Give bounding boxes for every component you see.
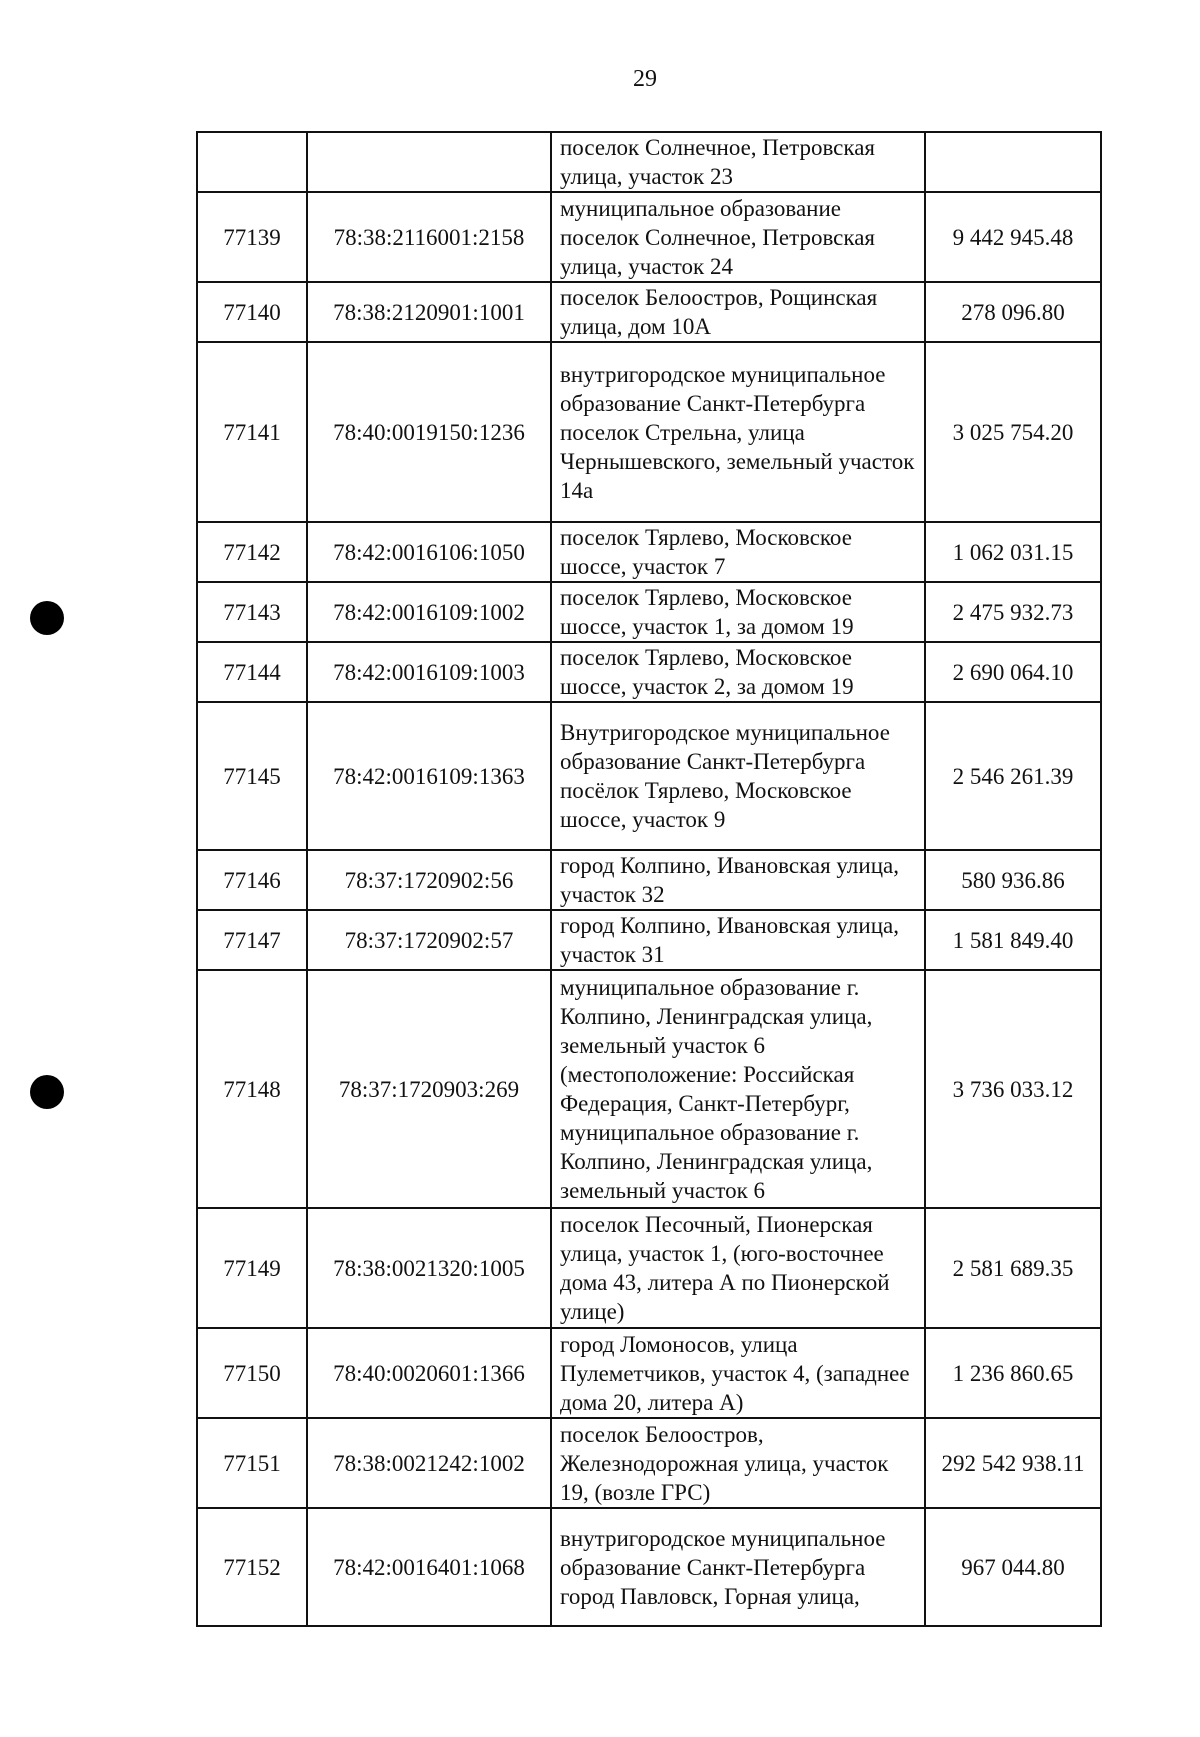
- cadastral-value: 278 096.80: [925, 282, 1101, 342]
- row-number: 77147: [197, 910, 307, 970]
- cadastral-value: 1 581 849.40: [925, 910, 1101, 970]
- cadastral-number: 78:37:1720902:57: [307, 910, 551, 970]
- row-number: 77149: [197, 1208, 307, 1328]
- cadastral-value: 3 736 033.12: [925, 970, 1101, 1208]
- cadastral-number: 78:42:0016109:1003: [307, 642, 551, 702]
- table-row: [197, 1208, 1101, 1328]
- plot-address: город Ломоносов, улица Пулеметчиков, участок 4, (западнее дома 20, литера А): [551, 1328, 925, 1418]
- cadastral-value: 9 442 945.48: [925, 192, 1101, 282]
- row-number: 77145: [197, 702, 307, 850]
- row-number: 77142: [197, 522, 307, 582]
- cadastral-value: [925, 132, 1101, 192]
- row-number: [197, 132, 307, 192]
- row-number: 77144: [197, 642, 307, 702]
- cadastral-number: 78:37:1720903:269: [307, 970, 551, 1208]
- table-row: [197, 642, 1101, 702]
- table-row: [197, 522, 1101, 582]
- cadastral-value: 967 044.80: [925, 1508, 1101, 1626]
- binder-hole-mark: [30, 1075, 64, 1109]
- plot-address: поселок Солнечное, Петровская улица, участок 23: [551, 132, 925, 192]
- cadastral-value: 1 062 031.15: [925, 522, 1101, 582]
- table-row: [197, 582, 1101, 642]
- table-row: [197, 1508, 1101, 1626]
- row-number: 77139: [197, 192, 307, 282]
- table-row: [197, 1418, 1101, 1508]
- plot-address: Внутригородское муниципальное образование Санкт-Петербурга посёлок Тярлево, Московское шоссе, участок 9: [551, 702, 925, 850]
- row-number: 77141: [197, 342, 307, 522]
- cadastral-number: 78:42:0016106:1050: [307, 522, 551, 582]
- cadastral-value: 2 475 932.73: [925, 582, 1101, 642]
- page-number: 29: [633, 66, 657, 92]
- cadastral-value: 1 236 860.65: [925, 1328, 1101, 1418]
- plot-address: поселок Тярлево, Московское шоссе, участок 1, за домом 19: [551, 582, 925, 642]
- cadastral-value: 2 690 064.10: [925, 642, 1101, 702]
- row-number: 77146: [197, 850, 307, 910]
- cadastral-value: 580 936.86: [925, 850, 1101, 910]
- cadastral-number: 78:40:0019150:1236: [307, 342, 551, 522]
- cadastral-number: 78:42:0016109:1363: [307, 702, 551, 850]
- plot-address: внутригородское муниципальное образование Санкт-Петербурга город Павловск, Горная улица,: [551, 1508, 925, 1626]
- plot-address: город Колпино, Ивановская улица, участок 31: [551, 910, 925, 970]
- cadastral-value: 292 542 938.11: [925, 1418, 1101, 1508]
- cadastral-number: 78:40:0020601:1366: [307, 1328, 551, 1418]
- cadastral-number: 78:38:0021242:1002: [307, 1418, 551, 1508]
- table-row: [197, 342, 1101, 522]
- table-row: [197, 850, 1101, 910]
- cadastral-number: 78:38:0021320:1005: [307, 1208, 551, 1328]
- plot-address: поселок Белоостров, Железнодорожная улица, участок 19, (возле ГРС): [551, 1418, 925, 1508]
- table-row: [197, 970, 1101, 1208]
- plot-address: муниципальное образование г. Колпино, Ленинградская улица, земельный участок 6 (местоположение: Российская Федерация, Санкт-Петербург, муниципальное образование г. Колпино, Ленинградская улица, земельный участок 6: [551, 970, 925, 1208]
- cadastral-number: [307, 132, 551, 192]
- cadastral-value: 2 581 689.35: [925, 1208, 1101, 1328]
- plot-address: поселок Песочный, Пионерская улица, участок 1, (юго-восточнее дома 43, литера А по Пионерской улице): [551, 1208, 925, 1328]
- table-row: [197, 702, 1101, 850]
- table-row: [197, 192, 1101, 282]
- cadastral-number: 78:37:1720902:56: [307, 850, 551, 910]
- plot-address: поселок Тярлево, Московское шоссе, участок 7: [551, 522, 925, 582]
- cadastral-value: 2 546 261.39: [925, 702, 1101, 850]
- table-row: [197, 910, 1101, 970]
- row-number: 77148: [197, 970, 307, 1208]
- cadastral-value: 3 025 754.20: [925, 342, 1101, 522]
- row-number: 77152: [197, 1508, 307, 1626]
- plot-address: муниципальное образование поселок Солнечное, Петровская улица, участок 24: [551, 192, 925, 282]
- cadastral-number: 78:42:0016109:1002: [307, 582, 551, 642]
- binder-hole-mark: [30, 601, 64, 635]
- plot-address: поселок Белоостров, Рощинская улица, дом 10А: [551, 282, 925, 342]
- cadastral-number: 78:38:2120901:1001: [307, 282, 551, 342]
- row-number: 77151: [197, 1418, 307, 1508]
- cadastral-number: 78:42:0016401:1068: [307, 1508, 551, 1626]
- plot-address: внутригородское муниципальное образование Санкт-Петербурга поселок Стрельна, улица Чернышевского, земельный участок 14а: [551, 342, 925, 522]
- row-number: 77150: [197, 1328, 307, 1418]
- row-number: 77143: [197, 582, 307, 642]
- table-row: [197, 1328, 1101, 1418]
- table-row: [197, 282, 1101, 342]
- cadastral-number: 78:38:2116001:2158: [307, 192, 551, 282]
- plot-address: город Колпино, Ивановская улица, участок 32: [551, 850, 925, 910]
- land-plot-table: [196, 131, 1102, 1627]
- row-number: 77140: [197, 282, 307, 342]
- plot-address: поселок Тярлево, Московское шоссе, участок 2, за домом 19: [551, 642, 925, 702]
- table-row: [197, 132, 1101, 192]
